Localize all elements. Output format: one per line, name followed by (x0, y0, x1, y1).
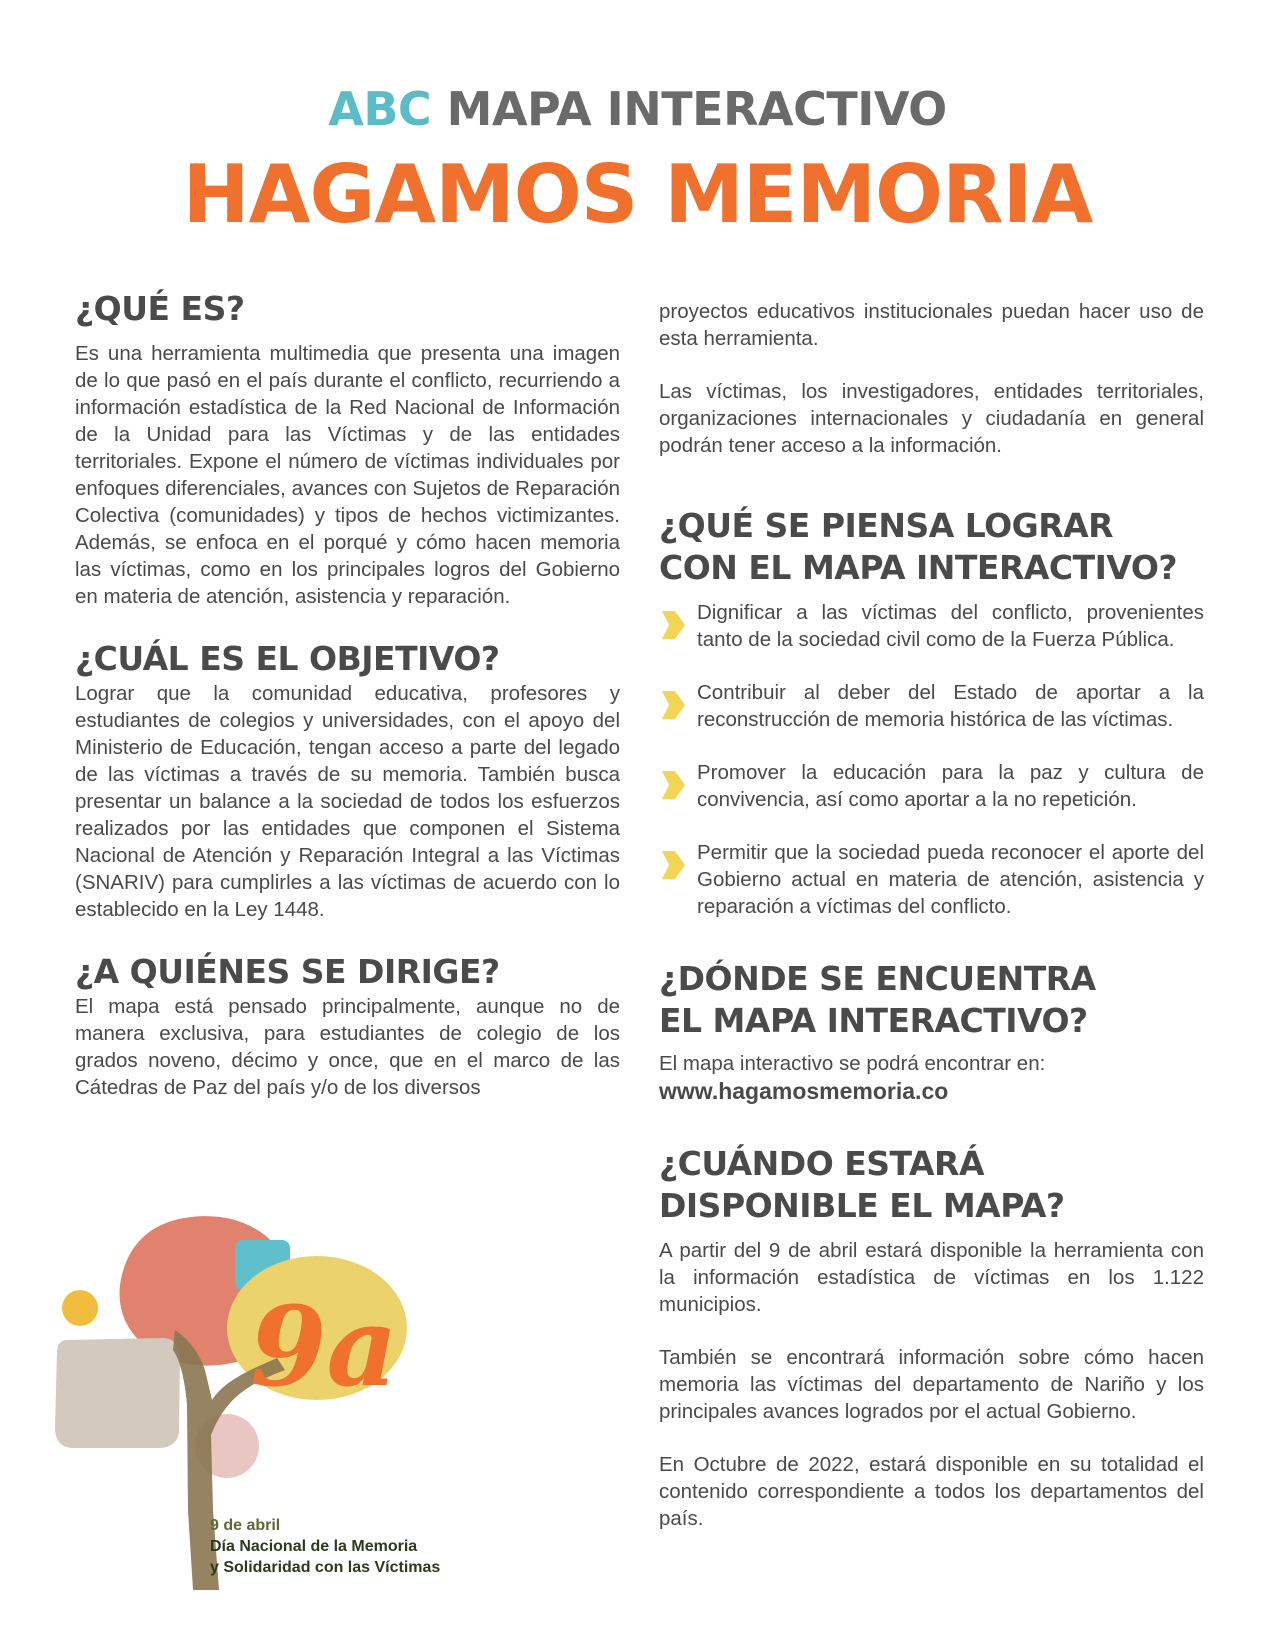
section-text-a-quienes: El mapa está pensado principalmente, aunque no de manera exclusiva, para estudiantes de colegio de los grados noveno, décimo y once, que en el marco de las Cátedras de Paz del país y/o de los diversos (75, 995, 620, 1099)
section-text-a-quienes-2: Las víctimas, los investigadores, entidades territoriales, organizaciones internacionales y ciudadanía en general podrán tener acceso a la información. (659, 380, 1204, 457)
header-mapa-interactivo: MAPA INTERACTIVO (446, 82, 947, 136)
logo-mark: 9a (250, 1282, 398, 1411)
objective-text: Contribuir al deber del Estado de aportar a la reconstrucción de memoria histórica de las víctimas. (697, 681, 1204, 731)
section-title-donde (659, 958, 1204, 1042)
section-title-donde-l2: EL MAPA INTERACTIVO? (659, 1001, 1088, 1040)
list-item (659, 839, 1204, 920)
objective-text: Dignificar a las víctimas del conflicto, provenientes tanto de la sociedad civil como de la Fuerza Pública. (697, 601, 1204, 651)
logo-date: 9 de abril (210, 1517, 281, 1534)
section-title-lograr-l2: CON EL MAPA INTERACTIVO? (659, 548, 1178, 587)
section-title-donde-l1: ¿DÓNDE SE ENCUENTRA (659, 959, 1096, 998)
objectives-list (659, 599, 1204, 920)
list-item (659, 599, 1204, 653)
page-title: HAGAMOS MEMORIA (182, 148, 1093, 241)
objective-text: Promover la educación para la paz y cultura de convivencia, así como aportar a la no repetición. (697, 761, 1204, 811)
section-title-cuando-l1: ¿CUÁNDO ESTARÁ (659, 1144, 984, 1183)
logo-caption (210, 1515, 440, 1578)
section-title-cuando (659, 1143, 1204, 1227)
section-title-cuando-l2: DISPONIBLE EL MAPA? (659, 1186, 1065, 1225)
arrow-right-icon (659, 605, 687, 645)
arrow-right-icon (659, 685, 687, 725)
section-text-que-es: Es una herramienta multimedia que presenta una imagen de lo que pasó en el país durante el conflicto, recurriendo a información estadística de la Red Nacional de Información de la Unidad para las Víctimas y de las entidades territoriales. Expone el número de víctimas individuales por enfoques diferenciales, avances con Sujetos de Reparación Colectiva (comunidades) y tipos de hechos victimizantes. Además, se enfoca en el porqué y cómo hacen memoria las víctimas, como en los principales logros del Gobierno en materia de atención, asistencia y reparación. (75, 342, 620, 608)
section-title-que-es: ¿QUÉ ES? (75, 289, 245, 328)
website-link[interactable]: www.hagamosmemoria.co (659, 1078, 949, 1104)
arrow-right-icon (659, 845, 687, 885)
header-abc: ABC (328, 82, 432, 136)
right-column (659, 298, 1204, 1532)
header-line-1 (0, 82, 1275, 136)
section-text-cuando-1: A partir del 9 de abril estará disponible la herramienta con la información estadística de víctimas en los 1.122 municipios. (659, 1239, 1204, 1316)
list-item (659, 759, 1204, 813)
section-title-lograr (659, 505, 1204, 589)
section-text-objetivo: Lograr que la comunidad educativa, profesores y estudiantes de colegios y universidades, con el apoyo del Ministerio de Educación, tengan acceso a parte del legado de las víctimas a través de su memoria. También busca presentar un balance a la sociedad de todos los esfuerzos realizados por las entidades que componen el Sistema Nacional de Atención y Reparación Integral a las Víctimas (SNARIV) para cumplirles a las víctimas de acuerdo con lo establecido en la Ley 1448. (75, 682, 620, 921)
section-title-lograr-l1: ¿QUÉ SE PIENSA LOGRAR (659, 506, 1114, 545)
logo-name-line-2: y Solidaridad con las Víctimas (210, 1559, 441, 1576)
list-item (659, 679, 1204, 733)
section-text-cuando-2: También se encontrará información sobre cómo hacen memoria las víctimas del departamento de Nariño y los principales avances logrados por el actual Gobierno. (659, 1346, 1204, 1423)
section-title-objetivo: ¿CUÁL ES EL OBJETIVO? (75, 639, 500, 678)
objective-text: Permitir que la sociedad pueda reconocer el aporte del Gobierno actual en materia de atención, asistencia y reparación a víctimas del conflicto. (697, 841, 1204, 918)
section-text-donde: El mapa interactivo se podrá encontrar en: (659, 1052, 1046, 1075)
logo-name-line-1: Día Nacional de la Memoria (210, 1538, 418, 1555)
arrow-right-icon (659, 765, 687, 805)
section-text-a-quienes-cont: proyectos educativos institucionales puedan hacer uso de esta herramienta. (659, 300, 1204, 350)
left-column (75, 288, 620, 1101)
section-title-a-quienes: ¿A QUIÉNES SE DIRIGE? (75, 952, 500, 991)
section-text-cuando-3: En Octubre de 2022, estará disponible en su totalidad el contenido correspondiente a todos los departamentos del país. (659, 1453, 1204, 1530)
